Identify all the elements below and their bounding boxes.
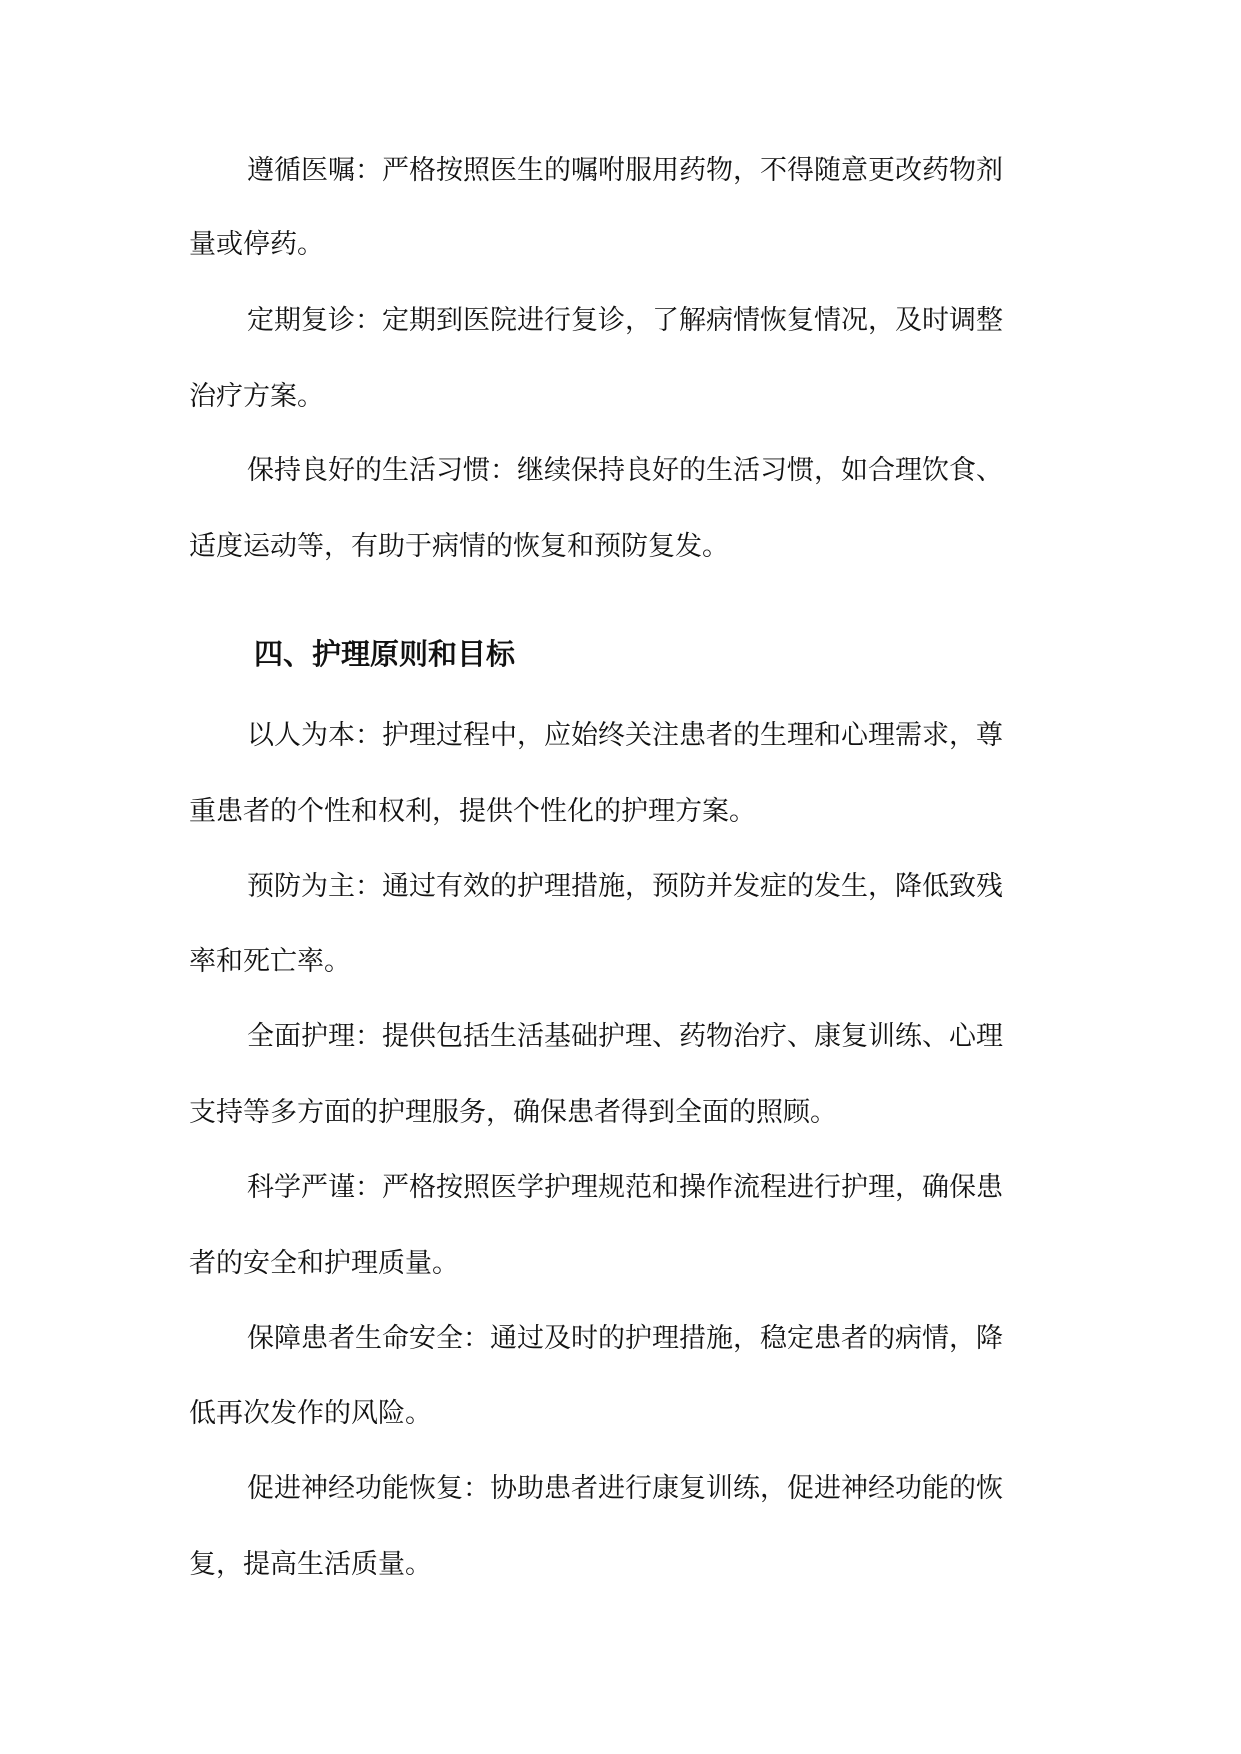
- item-scientific-rigor-line-1: 科学严谨：严格按照医学护理规范和操作流程进行护理，确保患: [247, 1172, 1003, 1203]
- item-regular-checkup-line-2: 治疗方案。: [189, 381, 324, 412]
- item-prevention-line-2: 率和死亡率。: [189, 946, 351, 977]
- item-life-safety-line-1: 保障患者生命安全：通过及时的护理措施，稳定患者的病情，降: [247, 1323, 1003, 1354]
- item-scientific-rigor-line-2: 者的安全和护理质量。: [189, 1248, 459, 1279]
- item-follow-orders-line-1: 遵循医嘱：严格按照医生的嘱咐服用药物，不得随意更改药物剂: [247, 155, 1003, 186]
- item-follow-orders-line-2: 量或停药。: [189, 229, 324, 260]
- item-people-oriented-line-1: 以人为本：护理过程中，应始终关注患者的生理和心理需求，尊: [247, 720, 1003, 751]
- item-neuro-recovery-line-2: 复，提高生活质量。: [189, 1549, 432, 1580]
- item-good-habits-line-1: 保持良好的生活习惯：继续保持良好的生活习惯，如合理饮食、: [247, 455, 1003, 486]
- section-heading: 四、护理原则和目标: [254, 637, 516, 671]
- item-comprehensive-care-line-2: 支持等多方面的护理服务，确保患者得到全面的照顾。: [189, 1097, 837, 1128]
- item-prevention-line-1: 预防为主：通过有效的护理措施，预防并发症的发生，降低致残: [247, 871, 1003, 902]
- item-good-habits-line-2: 适度运动等，有助于病情的恢复和预防复发。: [189, 531, 729, 562]
- item-neuro-recovery-line-1: 促进神经功能恢复：协助患者进行康复训练，促进神经功能的恢: [247, 1473, 1003, 1504]
- item-people-oriented-line-2: 重患者的个性和权利，提供个性化的护理方案。: [189, 796, 756, 827]
- item-life-safety-line-2: 低再次发作的风险。: [189, 1398, 432, 1429]
- item-regular-checkup-line-1: 定期复诊：定期到医院进行复诊，了解病情恢复情况，及时调整: [247, 305, 1003, 336]
- item-comprehensive-care-line-1: 全面护理：提供包括生活基础护理、药物治疗、康复训练、心理: [247, 1021, 1003, 1052]
